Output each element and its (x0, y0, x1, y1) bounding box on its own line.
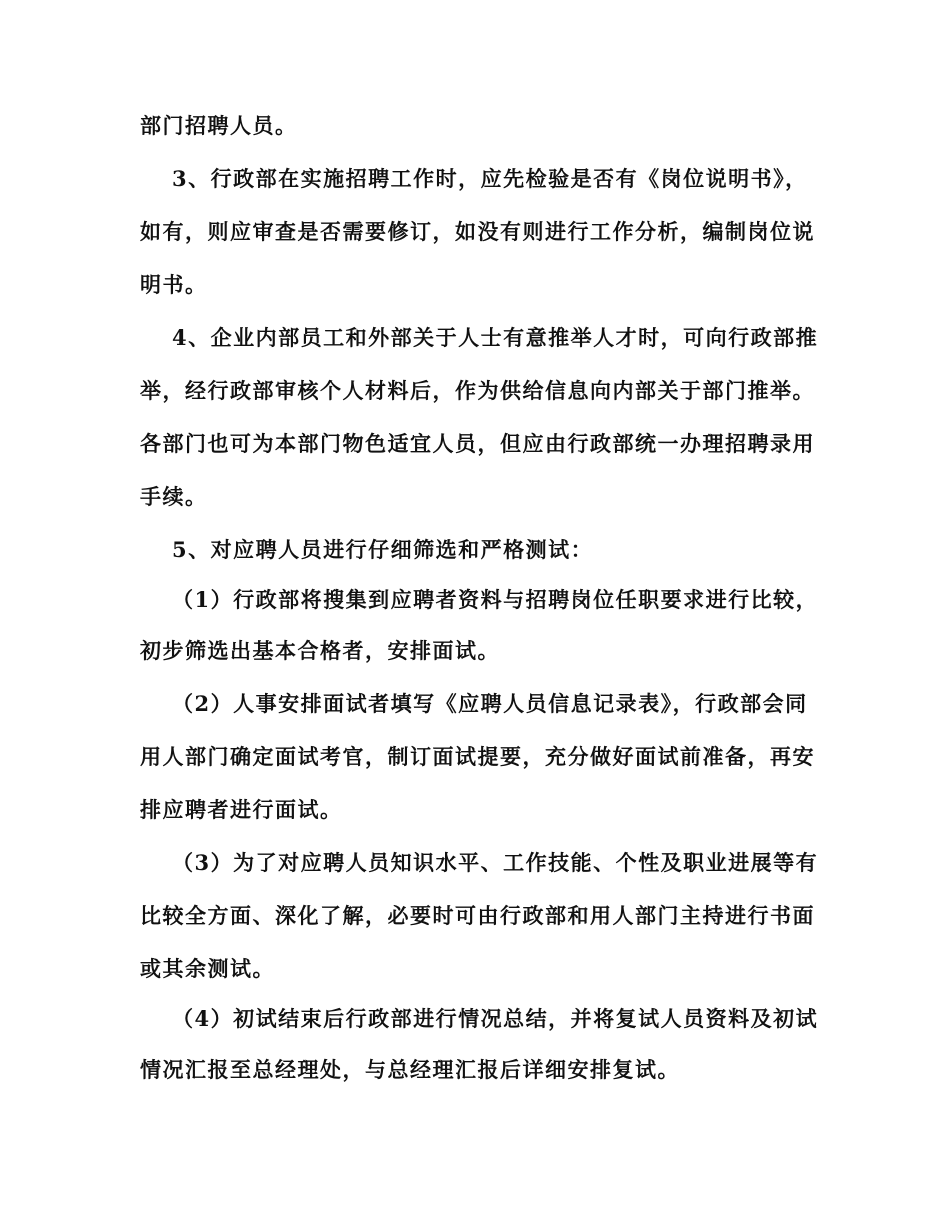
text-line: 用人部门确定面试考官，制订面试提要，充分做好面试前准备，再安 (140, 744, 815, 769)
text-line: 3、行政部在实施招聘工作时，应先检验是否有《岗位说明书》， (172, 166, 808, 191)
text-line: 或其余测试。 (140, 956, 275, 981)
text-line: （3）为了对应聘人员知识水平、工作技能、个性及职业进展等有 (172, 850, 819, 875)
text-line: 排应聘者进行面试。 (140, 797, 343, 822)
text-line: 明书。 (140, 272, 208, 297)
text-line: 部门招聘人员。 (140, 113, 298, 138)
text-line: （2）人事安排面试者填写《应聘人员信息记录表》，行政部会同 (172, 691, 808, 716)
text-line: （1）行政部将搜集到应聘者资料与招聘岗位任职要求进行比较， (172, 587, 819, 612)
text-line: 4、企业内部员工和外部关于人士有意推举人才时，可向行政部推 (172, 325, 819, 350)
text-line: 举，经行政部审核个人材料后，作为供给信息向内部关于部门推举。 (140, 378, 815, 403)
text-line: 手续。 (140, 484, 208, 509)
text-line: 情况汇报至总经理处，与总经理汇报后详细安排复试。 (140, 1057, 680, 1082)
text-line: 如有，则应审查是否需要修订，如没有则进行工作分析，编制岗位说 (140, 219, 815, 244)
text-line: （4）初试结束后行政部进行情况总结，并将复试人员资料及初试 (172, 1006, 819, 1031)
text-line: 5、对应聘人员进行仔细筛选和严格测试： (172, 537, 594, 562)
text-line: 各部门也可为本部门物色适宜人员，但应由行政部统一办理招聘录用 (140, 431, 815, 456)
text-line: 初步筛选出基本合格者，安排面试。 (140, 638, 500, 663)
text-line: 比较全方面、深化了解，必要时可由行政部和用人部门主持进行书面 (140, 903, 815, 928)
